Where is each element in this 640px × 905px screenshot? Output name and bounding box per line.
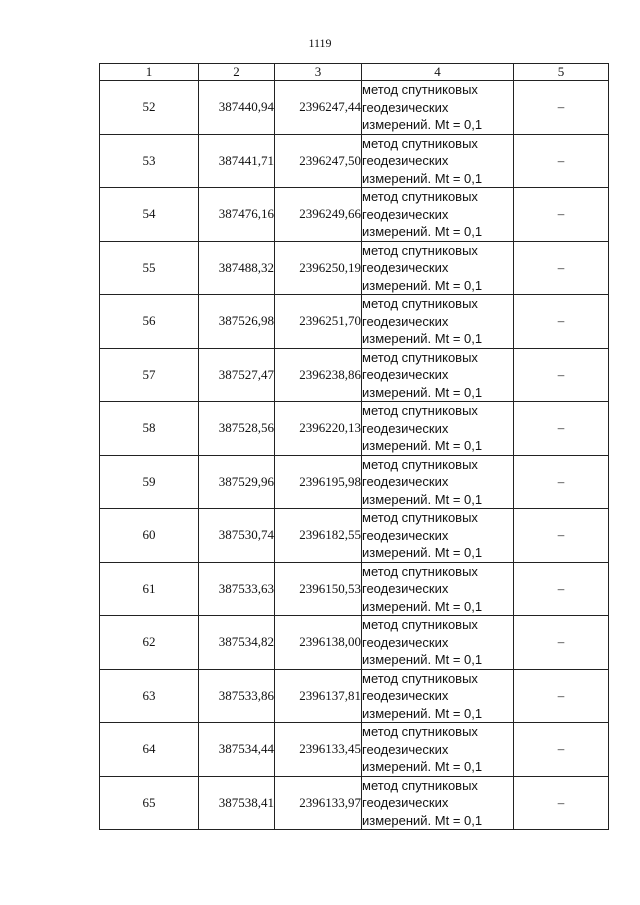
column-header-3: 3 <box>275 64 362 81</box>
point-number-cell: 65 <box>100 776 199 830</box>
y-coordinate-cell: 2396250,19 <box>275 241 362 295</box>
method-text-line: измерений. Mt = 0,1 <box>362 438 483 453</box>
method-text-line: метод спутниковых <box>362 296 478 311</box>
table-row <box>100 509 609 563</box>
column-header-5: 5 <box>514 64 609 81</box>
table-row <box>100 723 609 777</box>
point-number-cell: 56 <box>100 295 199 349</box>
point-number-cell: 54 <box>100 188 199 242</box>
note-cell: – <box>514 295 609 349</box>
note-cell: – <box>514 616 609 670</box>
method-text-line: геодезических <box>362 527 449 543</box>
table-row <box>100 455 609 509</box>
method-text-line: измерений. Mt = 0,1 <box>362 117 483 132</box>
method-text-line: измерений. Mt = 0,1 <box>362 331 483 346</box>
method-text-line: геодезических <box>362 420 449 436</box>
table-row <box>100 562 609 616</box>
x-coordinate-cell: 387441,71 <box>199 134 275 188</box>
method-text-line: геодезических <box>362 474 449 489</box>
method-text-line: измерений. Mt = 0,1 <box>362 652 483 667</box>
y-coordinate-cell: 2396182,55 <box>275 509 362 563</box>
note-cell: – <box>514 402 609 456</box>
table-row <box>100 348 609 402</box>
point-number-cell: 61 <box>100 562 199 616</box>
method-text-line: метод спутниковых <box>362 189 478 204</box>
header-row <box>100 64 609 81</box>
table-row <box>100 776 609 830</box>
page-number: 1119 <box>308 36 332 50</box>
point-number-cell: 53 <box>100 134 199 188</box>
point-number-cell: 57 <box>100 348 199 402</box>
method-text-line: геодезических <box>362 313 449 329</box>
method-text-line: измерений. Mt = 0,1 <box>362 705 483 721</box>
table-row <box>100 402 609 456</box>
table-row <box>100 188 609 242</box>
method-cell <box>362 562 514 616</box>
column-header-1: 1 <box>100 64 199 81</box>
x-coordinate-cell: 387476,16 <box>199 188 275 242</box>
method-text-line: геодезических <box>362 688 449 703</box>
method-cell <box>362 776 514 830</box>
x-coordinate-cell: 387488,32 <box>199 241 275 295</box>
method-text-line: метод спутниковых <box>362 724 478 739</box>
method-cell <box>362 509 514 563</box>
y-coordinate-cell: 2396133,97 <box>275 776 362 830</box>
y-coordinate-cell: 2396133,45 <box>275 723 362 777</box>
method-text-line: геодезических <box>362 741 449 757</box>
method-text-line: метод спутниковых <box>362 403 478 418</box>
y-coordinate-cell: 2396247,50 <box>275 134 362 188</box>
method-text-line: метод спутниковых <box>362 563 478 579</box>
method-cell <box>362 295 514 349</box>
method-text-line: метод спутниковых <box>362 617 478 632</box>
x-coordinate-cell: 387530,74 <box>199 509 275 563</box>
point-number-cell: 60 <box>100 509 199 563</box>
y-coordinate-cell: 2396247,44 <box>275 81 362 135</box>
point-number-cell: 55 <box>100 241 199 295</box>
y-coordinate-cell: 2396137,81 <box>275 669 362 723</box>
method-text-line: геодезических <box>362 260 449 275</box>
method-text-line: измерений. Mt = 0,1 <box>362 545 483 560</box>
method-cell <box>362 81 514 135</box>
note-cell: – <box>514 776 609 830</box>
method-text-line: метод спутниковых <box>362 670 478 686</box>
column-header-2: 2 <box>199 64 275 81</box>
method-cell <box>362 723 514 777</box>
x-coordinate-cell: 387526,98 <box>199 295 275 349</box>
x-coordinate-cell: 387534,82 <box>199 616 275 670</box>
point-number-cell: 58 <box>100 402 199 456</box>
x-coordinate-cell: 387534,44 <box>199 723 275 777</box>
method-text-line: геодезических <box>362 367 449 382</box>
method-cell <box>362 134 514 188</box>
x-coordinate-cell: 387528,56 <box>199 402 275 456</box>
point-number-cell: 63 <box>100 669 199 723</box>
method-cell <box>362 455 514 509</box>
point-number-cell: 59 <box>100 455 199 509</box>
method-text-line: измерений. Mt = 0,1 <box>362 491 483 507</box>
method-text-line: метод спутниковых <box>362 242 478 258</box>
note-cell: – <box>514 669 609 723</box>
method-cell <box>362 402 514 456</box>
method-text-line: геодезических <box>362 581 449 596</box>
note-cell: – <box>514 134 609 188</box>
method-text-line: метод спутниковых <box>362 777 478 793</box>
table-row <box>100 81 609 135</box>
y-coordinate-cell: 2396238,86 <box>275 348 362 402</box>
note-cell: – <box>514 241 609 295</box>
method-text-line: метод спутниковых <box>362 135 478 151</box>
note-cell: – <box>514 723 609 777</box>
method-text-line: измерений. Mt = 0,1 <box>362 812 483 828</box>
y-coordinate-cell: 2396150,53 <box>275 562 362 616</box>
method-text-line: измерений. Mt = 0,1 <box>362 384 483 400</box>
method-cell <box>362 241 514 295</box>
method-text-line: метод спутниковых <box>362 349 478 365</box>
table-body <box>100 81 609 830</box>
x-coordinate-cell: 387533,86 <box>199 669 275 723</box>
table-row <box>100 134 609 188</box>
note-cell: – <box>514 562 609 616</box>
y-coordinate-cell: 2396220,13 <box>275 402 362 456</box>
note-cell: – <box>514 348 609 402</box>
method-text-line: измерений. Mt = 0,1 <box>362 224 483 239</box>
method-cell <box>362 669 514 723</box>
method-text-line: геодезических <box>362 206 449 222</box>
method-text-line: геодезических <box>362 99 449 115</box>
method-text-line: измерений. Mt = 0,1 <box>362 277 483 293</box>
note-cell: – <box>514 455 609 509</box>
point-number-cell: 62 <box>100 616 199 670</box>
table-row <box>100 295 609 349</box>
note-cell: – <box>514 509 609 563</box>
y-coordinate-cell: 2396251,70 <box>275 295 362 349</box>
point-number-cell: 52 <box>100 81 199 135</box>
method-text-line: метод спутниковых <box>362 82 478 97</box>
table-row <box>100 616 609 670</box>
method-text-line: измерений. Mt = 0,1 <box>362 759 483 774</box>
column-header-4: 4 <box>362 64 514 81</box>
method-cell <box>362 188 514 242</box>
x-coordinate-cell: 387533,63 <box>199 562 275 616</box>
x-coordinate-cell: 387440,94 <box>199 81 275 135</box>
method-cell <box>362 616 514 670</box>
method-text-line: геодезических <box>362 634 449 650</box>
x-coordinate-cell: 387529,96 <box>199 455 275 509</box>
method-text-line: измерений. Mt = 0,1 <box>362 598 483 614</box>
coordinates-table <box>99 63 609 830</box>
table-row <box>100 241 609 295</box>
y-coordinate-cell: 2396138,00 <box>275 616 362 670</box>
y-coordinate-cell: 2396195,98 <box>275 455 362 509</box>
method-text-line: измерений. Mt = 0,1 <box>362 170 483 186</box>
method-cell <box>362 348 514 402</box>
method-text-line: геодезических <box>362 795 449 810</box>
method-text-line: метод спутниковых <box>362 456 478 472</box>
table-row <box>100 669 609 723</box>
point-number-cell: 64 <box>100 723 199 777</box>
x-coordinate-cell: 387527,47 <box>199 348 275 402</box>
note-cell: – <box>514 188 609 242</box>
y-coordinate-cell: 2396249,66 <box>275 188 362 242</box>
method-text-line: геодезических <box>362 153 449 168</box>
note-cell: – <box>514 81 609 135</box>
method-text-line: метод спутниковых <box>362 510 478 525</box>
x-coordinate-cell: 387538,41 <box>199 776 275 830</box>
table-header <box>100 64 609 81</box>
